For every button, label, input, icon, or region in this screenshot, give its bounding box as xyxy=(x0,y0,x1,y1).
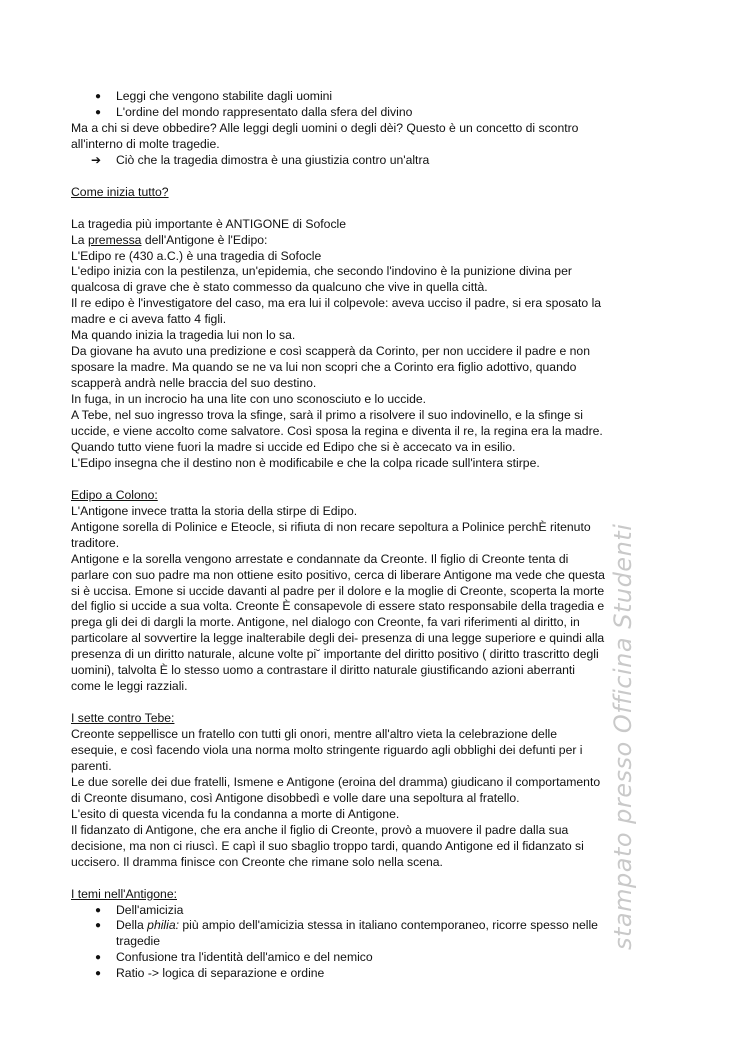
paragraph-line: madre e ci aveva fatto 4 figli. xyxy=(71,312,227,327)
list-item: ● L'ordine del mondo rappresentato dalla sfera del divino xyxy=(94,104,413,119)
themes-bullet-list xyxy=(71,903,679,983)
paragraph-line: di Creonte disumano, così Antigone disobbedì e volle dare una sepoltura al fratello. xyxy=(71,790,520,805)
section-heading: I temi nell'Antigone: xyxy=(71,886,177,901)
paragraph-line: del figlio si uccide a sua volta. Creonte È consapevole di essere stato responsabile della tragedia e xyxy=(71,599,605,614)
paragraph-line: Ma quando inizia la tragedia lui non lo sa. xyxy=(71,328,296,343)
paragraph-line: sposare la madre. Ma quando se ne va lui non scopri che a Corinto era figlio adottivo, quando xyxy=(71,360,577,375)
arrow-item: ➔ Ciò che la tragedia dimostra è una giustizia contro un'altra xyxy=(91,152,430,167)
paragraph-line: L'edipo inizia con la pestilenza, un'epidemia, che secondo l'indovino è la punizione divina per xyxy=(71,264,572,279)
intro-bullet-list xyxy=(71,89,679,121)
paragraph-line: prega gli dei di dargli la morte. Antigone, nel dialogo con Creonte, fa vari riferimenti al diritto, in xyxy=(71,615,580,630)
section-heading: I sette contro Tebe: xyxy=(71,711,175,726)
bullet-icon: ● xyxy=(94,91,102,102)
paragraph-line: traditore. xyxy=(71,535,120,550)
bullet-icon: ● xyxy=(94,968,102,980)
list-item: ● Dell'amicizia xyxy=(94,902,184,917)
paragraph-line: La premessa dell'Antigone è l'Edipo: xyxy=(71,232,268,247)
paragraph-line: particolare al sovvertire la legge inalterabile degli dei- presenza di una legge superiore e quindi alla xyxy=(71,631,605,646)
paragraph-line: L'Edipo insegna che il destino non è modificabile e che la colpa ricade sull'intera stirpe. xyxy=(71,455,540,470)
list-item: ● Confusione tra l'identità dell'amico e del nemico xyxy=(94,950,373,965)
italic-term: philia: xyxy=(147,918,180,933)
paragraph-line: Antigone e la sorella vengono arrestate e condannate da Creonte. Il figlio di Creonte tenta di xyxy=(71,551,569,566)
paragraph-line: presenza di un diritto naturale, alcune volte pi˘ importante del diritto positivo ( diritto trascritto degli xyxy=(71,647,599,662)
paragraph-line: qualcosa di grave che è stato commesso da qualcuno che vive in quella città. xyxy=(71,280,488,295)
paragraph-line: Le due sorelle dei due fratelli, Ismene e Antigone (eroina del dramma) giudicano il comportamento xyxy=(71,774,601,789)
paragraph-line: si è uccisa. Emone si uccide davanti al padre per il dolore e la moglie di Creonte, scoperta la morte xyxy=(71,583,605,598)
paragraph-line: decisione, ma non ci riuscì. E capì il suo sbaglio troppo tardi, quando Antigone ed il fidanzato si xyxy=(71,838,584,853)
bullet-icon: ● xyxy=(94,904,102,916)
section-heading: Edipo a Colono: xyxy=(71,487,158,502)
paragraph-line: L'Edipo re (430 a.C.) è una tragedia di Sofocle xyxy=(71,248,322,263)
paragraph-line: L'Antigone invece tratta la storia della stirpe di Edipo. xyxy=(71,503,358,518)
arrow-right-icon: ➔ xyxy=(91,152,102,167)
bullet-icon: ● xyxy=(94,920,102,932)
paragraph-line: L'esito di questa vicenda fu la condanna a morte di Antigone. xyxy=(71,806,400,821)
paragraph-line: Il re edipo è l'investigatore del caso, ma era lui il colpevole: aveva ucciso il padre, si era sposato la xyxy=(71,296,602,311)
section-heading: Come inizia tutto? xyxy=(71,184,169,199)
paragraph-line: Il fidanzato di Antigone, che era anche il figlio di Creonte, provò a muovere il padre dalla sua xyxy=(71,822,569,837)
list-item: ● Ratio -> logica di separazione e ordine xyxy=(94,966,325,981)
paragraph-line: uccide, e viene accolto come salvatore. Così sposa la regina e diventa il re, la regina era la madre. xyxy=(71,423,603,438)
list-item: ● Della philia: più ampio dell'amicizia stessa in italiano contemporaneo, ricorre spesso nelle tragedie xyxy=(94,918,598,949)
paragraph-line: Ma a chi si deve obbedire? Alle leggi degli uomini o degli dèi? Questo è un concetto di scontro xyxy=(71,120,579,135)
paragraph-line: all'interno di molte tragedie. xyxy=(71,136,220,151)
document-page xyxy=(71,89,679,982)
paragraph-line: A Tebe, nel suo ingresso trova la sfinge, sarà il primo a risolvere il suo indovinello, e la sfinge si xyxy=(71,408,583,423)
paragraph-line: In fuga, in un incrocio ha una lite con uno sconosciuto e lo uccide. xyxy=(71,392,427,407)
paragraph-line: Antigone sorella di Polinice e Eteocle, si rifiuta di non recare sepoltura a Polinice perchÈ ritenuto xyxy=(71,519,591,534)
paragraph-line: parlare con suo padre ma non ottiene esito positivo, cerca di liberare Antigone ma vede che questa xyxy=(71,567,605,582)
paragraph-line: come le leggi razziali. xyxy=(71,679,188,694)
watermark-text: stampato presso Officina Studenti xyxy=(609,523,637,950)
paragraph-line: scapperà andrà nelle braccia del suo destino. xyxy=(71,376,317,391)
paragraph-line: uccisero. Il dramma finisce con Creonte che rimane solo nella scena. xyxy=(71,854,443,869)
underlined-word: premessa xyxy=(87,232,142,247)
bullet-icon: ● xyxy=(94,106,102,118)
paragraph-line: parenti. xyxy=(71,758,112,773)
bullet-icon: ● xyxy=(94,952,102,964)
paragraph-line: La tragedia più importante è ANTIGONE di Sofocle xyxy=(71,216,347,231)
list-item: ● Leggi che vengono stabilite dagli uomini xyxy=(94,89,333,103)
paragraph-line: Quando tutto viene fuori la madre si uccide ed Edipo che si è accecato va in esilio. xyxy=(71,439,516,454)
paragraph-line: Creonte seppellisce un fratello con tutti gli onori, mentre all'altro vieta la celebrazione delle xyxy=(71,727,558,742)
paragraph-line: Da giovane ha avuto una predizione e così scapperà da Corinto, per non uccidere il padre e non xyxy=(71,344,590,359)
paragraph-line: uomini), talvolta È lo stesso uomo a contrastare il diritto naturale giustificando azioni aberranti xyxy=(71,663,576,678)
paragraph-line: esequie, e così facendo viola una norma molto stringente riguardo agli obblighi dei defunti per i xyxy=(71,743,583,758)
